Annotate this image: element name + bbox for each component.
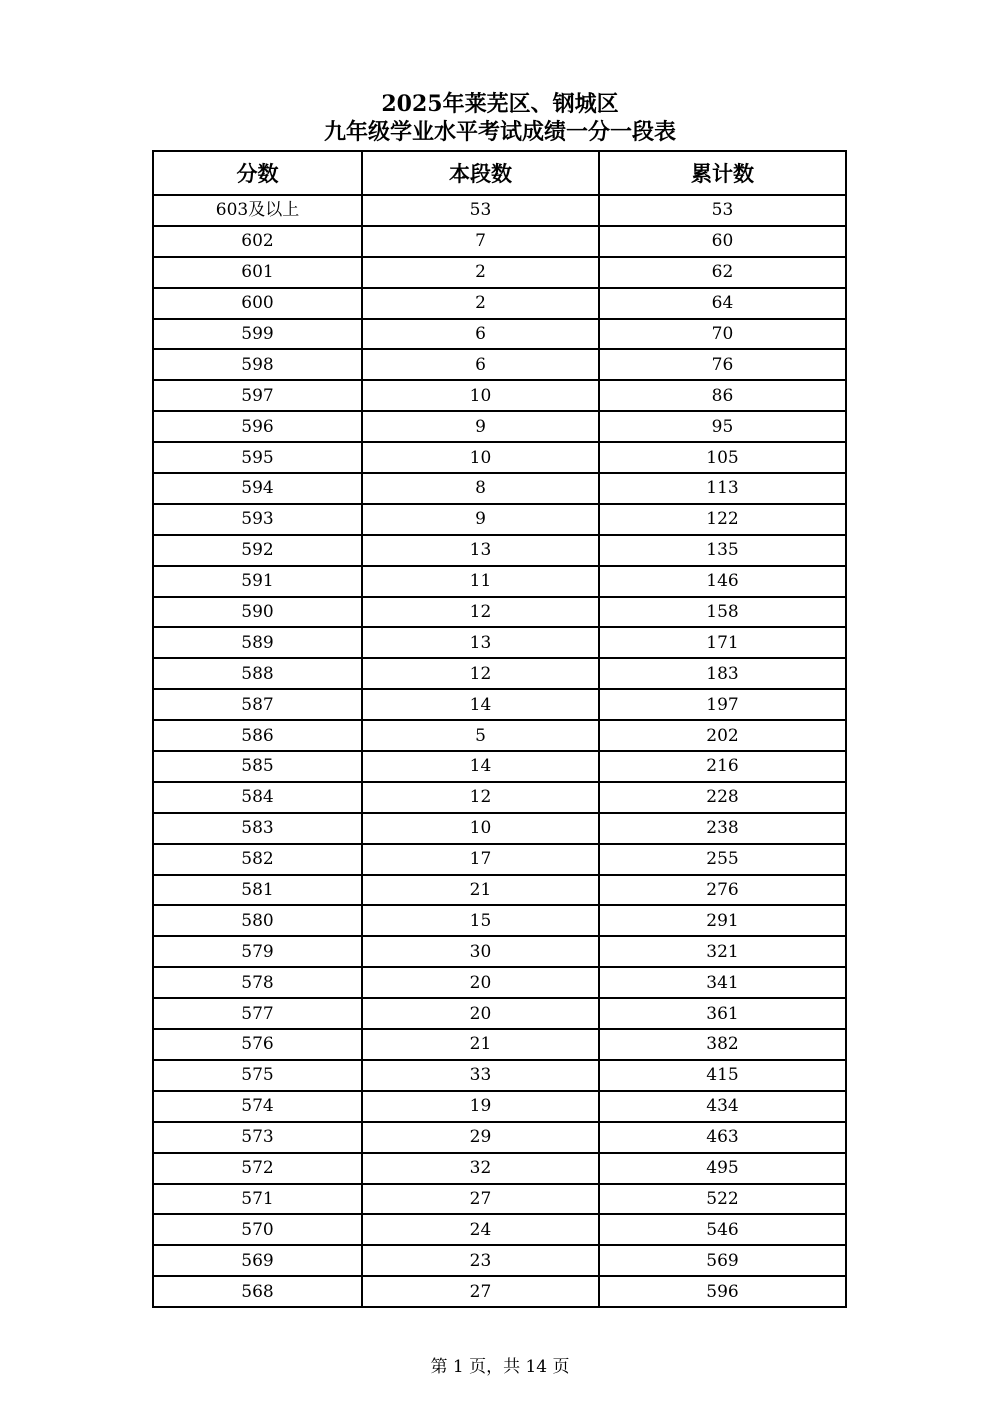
table-row: [153, 442, 846, 473]
table-row: [153, 844, 846, 875]
cell-score: 591: [153, 566, 362, 597]
cell-segment-count: 24: [362, 1214, 599, 1245]
cell-segment-count: 20: [362, 998, 599, 1029]
cell-cumulative-count: 86: [599, 380, 846, 411]
table-row: [153, 751, 846, 782]
table-row: [153, 473, 846, 504]
cell-score: 584: [153, 782, 362, 813]
cell-segment-count: 10: [362, 380, 599, 411]
table-row: [153, 1091, 846, 1122]
cell-segment-count: 14: [362, 689, 599, 720]
table-row: [153, 1184, 846, 1215]
cell-cumulative-count: 291: [599, 905, 846, 936]
table-row: [153, 782, 846, 813]
table-row: [153, 597, 846, 628]
cell-cumulative-count: 546: [599, 1214, 846, 1245]
cell-segment-count: 12: [362, 658, 599, 689]
cell-score: 599: [153, 319, 362, 350]
cell-segment-count: 29: [362, 1122, 599, 1153]
cell-cumulative-count: 158: [599, 597, 846, 628]
table-row: [153, 380, 846, 411]
table-row: [153, 905, 846, 936]
cell-segment-count: 30: [362, 936, 599, 967]
table-row: [153, 1122, 846, 1153]
cell-segment-count: 19: [362, 1091, 599, 1122]
cell-cumulative-count: 135: [599, 535, 846, 566]
cell-cumulative-count: 64: [599, 288, 846, 319]
cell-cumulative-count: 183: [599, 658, 846, 689]
table-row: [153, 288, 846, 319]
cell-score: 573: [153, 1122, 362, 1153]
cell-segment-count: 13: [362, 535, 599, 566]
cell-cumulative-count: 76: [599, 349, 846, 380]
cell-segment-count: 21: [362, 1029, 599, 1060]
cell-segment-count: 10: [362, 813, 599, 844]
cell-cumulative-count: 171: [599, 627, 846, 658]
cell-segment-count: 11: [362, 566, 599, 597]
cell-segment-count: 15: [362, 905, 599, 936]
cell-segment-count: 6: [362, 349, 599, 380]
cell-score: 597: [153, 380, 362, 411]
cell-segment-count: 2: [362, 257, 599, 288]
cell-segment-count: 17: [362, 844, 599, 875]
cell-cumulative-count: 53: [599, 195, 846, 226]
cell-cumulative-count: 495: [599, 1153, 846, 1184]
cell-cumulative-count: 238: [599, 813, 846, 844]
cell-score: 598: [153, 349, 362, 380]
cell-cumulative-count: 569: [599, 1245, 846, 1276]
table-row: [153, 875, 846, 906]
table-row: [153, 1029, 846, 1060]
cell-segment-count: 10: [362, 442, 599, 473]
cell-score: 577: [153, 998, 362, 1029]
table-row: [153, 1060, 846, 1091]
table-row: [153, 257, 846, 288]
cell-score: 590: [153, 597, 362, 628]
cell-cumulative-count: 382: [599, 1029, 846, 1060]
cell-segment-count: 14: [362, 751, 599, 782]
cell-cumulative-count: 434: [599, 1091, 846, 1122]
cell-score: 596: [153, 411, 362, 442]
cell-score: 588: [153, 658, 362, 689]
cell-cumulative-count: 197: [599, 689, 846, 720]
table-row: [153, 1153, 846, 1184]
cell-score: 572: [153, 1153, 362, 1184]
cell-score: 603及以上: [153, 195, 362, 226]
table-row: [153, 535, 846, 566]
cell-segment-count: 7: [362, 226, 599, 257]
cell-segment-count: 27: [362, 1276, 599, 1307]
cell-segment-count: 12: [362, 782, 599, 813]
cell-cumulative-count: 122: [599, 504, 846, 535]
table-row: [153, 936, 846, 967]
cell-cumulative-count: 276: [599, 875, 846, 906]
title-line-1: 2025年莱芜区、钢城区: [381, 91, 619, 117]
cell-score: 594: [153, 473, 362, 504]
table-row: [153, 566, 846, 597]
table-row: [153, 998, 846, 1029]
header-score: 分数: [153, 151, 362, 195]
cell-score: 571: [153, 1184, 362, 1215]
cell-cumulative-count: 60: [599, 226, 846, 257]
cell-cumulative-count: 228: [599, 782, 846, 813]
score-distribution-table: [152, 150, 847, 1308]
cell-score: 570: [153, 1214, 362, 1245]
table-row: [153, 349, 846, 380]
table-row: [153, 319, 846, 350]
table-header-row: [153, 151, 846, 195]
table-row: [153, 813, 846, 844]
table-row: [153, 627, 846, 658]
cell-cumulative-count: 522: [599, 1184, 846, 1215]
table-row: [153, 504, 846, 535]
cell-cumulative-count: 321: [599, 936, 846, 967]
cell-score: 568: [153, 1276, 362, 1307]
cell-cumulative-count: 95: [599, 411, 846, 442]
cell-score: 582: [153, 844, 362, 875]
cell-segment-count: 33: [362, 1060, 599, 1091]
cell-segment-count: 21: [362, 875, 599, 906]
table-row: [153, 1214, 846, 1245]
cell-cumulative-count: 216: [599, 751, 846, 782]
header-cumulative-count: 累计数: [599, 151, 846, 195]
cell-score: 579: [153, 936, 362, 967]
cell-segment-count: 32: [362, 1153, 599, 1184]
cell-segment-count: 5: [362, 720, 599, 751]
cell-score: 601: [153, 257, 362, 288]
cell-cumulative-count: 255: [599, 844, 846, 875]
table-row: [153, 967, 846, 998]
cell-score: 580: [153, 905, 362, 936]
cell-segment-count: 9: [362, 504, 599, 535]
page-footer: 第 1 页，共 14 页: [430, 1357, 570, 1377]
cell-segment-count: 53: [362, 195, 599, 226]
cell-score: 587: [153, 689, 362, 720]
table-row: [153, 1245, 846, 1276]
cell-score: 589: [153, 627, 362, 658]
cell-score: 575: [153, 1060, 362, 1091]
title-line-2: 九年级学业水平考试成绩一分一段表: [323, 119, 676, 145]
cell-score: 593: [153, 504, 362, 535]
cell-cumulative-count: 113: [599, 473, 846, 504]
cell-score: 586: [153, 720, 362, 751]
cell-segment-count: 6: [362, 319, 599, 350]
cell-cumulative-count: 70: [599, 319, 846, 350]
table-row: [153, 226, 846, 257]
cell-score: 592: [153, 535, 362, 566]
cell-segment-count: 12: [362, 597, 599, 628]
table-row: [153, 689, 846, 720]
cell-score: 576: [153, 1029, 362, 1060]
cell-score: 569: [153, 1245, 362, 1276]
cell-cumulative-count: 62: [599, 257, 846, 288]
cell-segment-count: 13: [362, 627, 599, 658]
table-row: [153, 411, 846, 442]
table-row: [153, 1276, 846, 1307]
cell-cumulative-count: 105: [599, 442, 846, 473]
cell-segment-count: 8: [362, 473, 599, 504]
cell-cumulative-count: 596: [599, 1276, 846, 1307]
cell-segment-count: 27: [362, 1184, 599, 1215]
cell-score: 583: [153, 813, 362, 844]
cell-segment-count: 9: [362, 411, 599, 442]
cell-cumulative-count: 463: [599, 1122, 846, 1153]
cell-score: 578: [153, 967, 362, 998]
cell-score: 595: [153, 442, 362, 473]
header-segment-count: 本段数: [362, 151, 599, 195]
cell-segment-count: 2: [362, 288, 599, 319]
table-row: [153, 195, 846, 226]
cell-cumulative-count: 146: [599, 566, 846, 597]
table-body: [153, 195, 846, 1307]
table-row: [153, 658, 846, 689]
cell-score: 600: [153, 288, 362, 319]
cell-score: 585: [153, 751, 362, 782]
cell-score: 581: [153, 875, 362, 906]
cell-cumulative-count: 361: [599, 998, 846, 1029]
cell-cumulative-count: 202: [599, 720, 846, 751]
cell-score: 602: [153, 226, 362, 257]
cell-segment-count: 23: [362, 1245, 599, 1276]
cell-cumulative-count: 341: [599, 967, 846, 998]
table-row: [153, 720, 846, 751]
cell-cumulative-count: 415: [599, 1060, 846, 1091]
document-title: [0, 90, 1000, 146]
cell-score: 574: [153, 1091, 362, 1122]
cell-segment-count: 20: [362, 967, 599, 998]
